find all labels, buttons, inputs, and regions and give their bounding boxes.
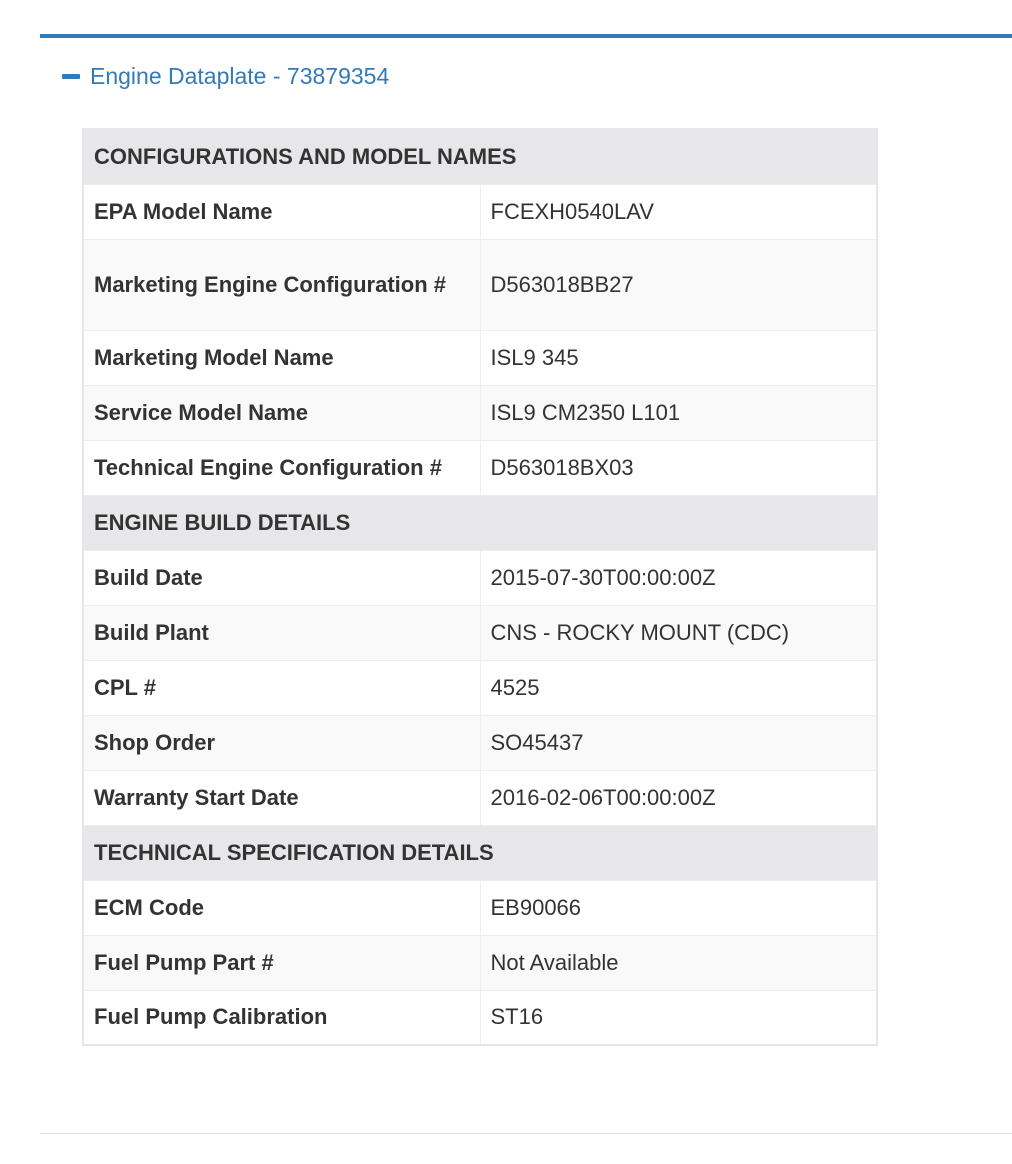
section-header xyxy=(83,495,877,550)
row-value: D563018BX03 xyxy=(480,440,877,495)
table-row xyxy=(83,184,877,239)
table-row xyxy=(83,385,877,440)
row-label: Warranty Start Date xyxy=(83,770,480,825)
panel-title[interactable]: Engine Dataplate - 73879354 xyxy=(90,63,390,89)
section-header xyxy=(83,825,877,880)
row-label: ECM Code xyxy=(83,880,480,935)
row-label: EPA Model Name xyxy=(83,184,480,239)
row-value: ISL9 CM2350 L101 xyxy=(480,385,877,440)
section-heading-configurations: CONFIGURATIONS AND MODEL NAMES xyxy=(83,129,877,184)
section-header xyxy=(83,129,877,184)
row-value: FCEXH0540LAV xyxy=(480,184,877,239)
panel-toggle[interactable] xyxy=(62,62,389,90)
row-value: ISL9 345 xyxy=(480,330,877,385)
row-value: 2016-02-06T00:00:00Z xyxy=(480,770,877,825)
row-label: Service Model Name xyxy=(83,385,480,440)
table-row xyxy=(83,605,877,660)
table-row xyxy=(83,550,877,605)
row-label: Marketing Engine Configuration # xyxy=(83,239,480,330)
row-label: Marketing Model Name xyxy=(83,330,480,385)
row-value: ST16 xyxy=(480,990,877,1045)
row-label: Build Date xyxy=(83,550,480,605)
row-value: CNS - ROCKY MOUNT (CDC) xyxy=(480,605,877,660)
minus-icon[interactable] xyxy=(62,74,80,79)
section-heading-build: ENGINE BUILD DETAILS xyxy=(83,495,877,550)
row-value: D563018BB27 xyxy=(480,239,877,330)
table-row xyxy=(83,330,877,385)
table-row xyxy=(83,770,877,825)
table-row xyxy=(83,239,877,330)
row-value: 4525 xyxy=(480,660,877,715)
table-row xyxy=(83,880,877,935)
row-label: Technical Engine Configuration # xyxy=(83,440,480,495)
row-label: Shop Order xyxy=(83,715,480,770)
row-label: Fuel Pump Calibration xyxy=(83,990,480,1045)
row-value: Not Available xyxy=(480,935,877,990)
table-row xyxy=(83,935,877,990)
table-row xyxy=(83,990,877,1045)
table-row xyxy=(83,715,877,770)
section-heading-technical: TECHNICAL SPECIFICATION DETAILS xyxy=(83,825,877,880)
table-row xyxy=(83,440,877,495)
dataplate-table xyxy=(82,128,878,1046)
row-label: Build Plant xyxy=(83,605,480,660)
row-value: 2015-07-30T00:00:00Z xyxy=(480,550,877,605)
row-value: EB90066 xyxy=(480,880,877,935)
row-value: SO45437 xyxy=(480,715,877,770)
row-label: CPL # xyxy=(83,660,480,715)
row-label: Fuel Pump Part # xyxy=(83,935,480,990)
table-row xyxy=(83,660,877,715)
